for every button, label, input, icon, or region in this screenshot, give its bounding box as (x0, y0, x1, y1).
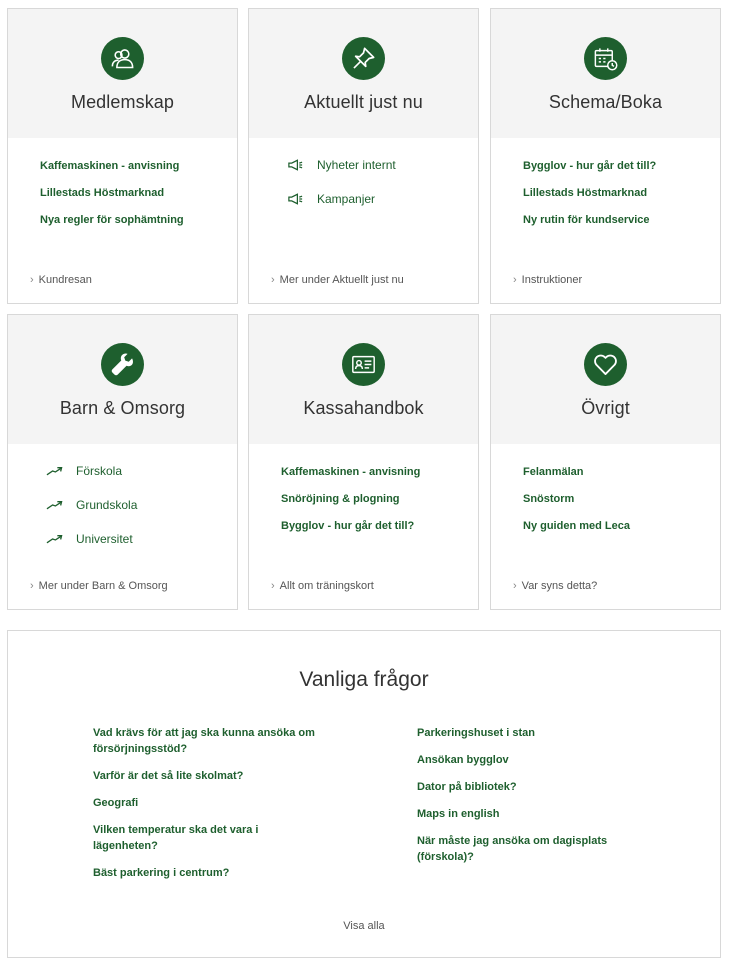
faq-link[interactable]: Geografi (93, 797, 139, 809)
card-link-label: Nyheter internt (317, 158, 396, 172)
chevron-right-icon: › (271, 580, 275, 592)
card-footer-label: Mer under Aktuellt just nu (279, 274, 404, 286)
card-link-label: Förskola (76, 464, 123, 478)
faq-panel (7, 630, 721, 958)
megaphone-icon (287, 192, 307, 206)
card-link[interactable]: Bygglov - hur går det till? (281, 520, 415, 532)
chevron-right-icon: › (513, 274, 517, 286)
calendar-clock-icon (584, 37, 627, 80)
trend-arrow-icon (46, 498, 66, 512)
chevron-right-icon: › (513, 580, 517, 592)
card-footer-label: Var syns detta? (521, 580, 598, 592)
trend-arrow-icon (46, 464, 66, 478)
faq-link[interactable]: Parkeringshuset i stan (417, 727, 535, 739)
card-header (8, 315, 237, 444)
megaphone-icon (287, 158, 307, 172)
card-link[interactable]: Lillestads Höstmarknad (523, 187, 648, 199)
card-title: Barn & Omsorg (59, 398, 186, 418)
card-link-label: Kampanjer (317, 192, 376, 206)
faq-title: Vanliga frågor (299, 668, 429, 691)
card-schema (490, 8, 721, 304)
card-link[interactable]: Kaffemaskinen - anvisning (281, 466, 421, 478)
card-link-list (8, 138, 237, 252)
faq-list-right (417, 725, 647, 876)
card-link[interactable] (46, 498, 237, 532)
card-link[interactable]: Ny rutin för kundservice (523, 214, 650, 226)
faq-list-left (93, 725, 323, 892)
faq-link[interactable]: Maps in english (417, 808, 500, 820)
card-header (249, 9, 478, 138)
faq-link[interactable]: Varför är det så lite skolmat? (93, 770, 244, 782)
trend-arrow-icon (46, 532, 66, 546)
members-icon (101, 37, 144, 80)
card-title: Övrigt (581, 398, 630, 418)
chevron-right-icon: › (30, 274, 34, 286)
card-link[interactable]: Ny guiden med Leca (523, 520, 630, 532)
card-title: Kassahandbok (303, 398, 424, 418)
faq-link[interactable]: Vilken temperatur ska det vara i lägenheten? (93, 824, 259, 852)
card-link[interactable]: Felanmälan (523, 466, 584, 478)
card-link[interactable]: Snöröjning & plogning (281, 493, 400, 505)
card-footer-label: Kundresan (38, 274, 92, 286)
card-footer-label: Allt om träningskort (279, 580, 374, 592)
card-link[interactable] (287, 192, 478, 226)
card-footer-link[interactable] (30, 580, 168, 592)
card-link-label: Universitet (76, 532, 133, 546)
card-footer-link[interactable] (30, 274, 92, 286)
card-header (491, 9, 720, 138)
card-link[interactable]: Bygglov - hur går det till? (523, 160, 657, 172)
card-footer-link[interactable] (271, 580, 374, 592)
card-link[interactable]: Snöstorm (523, 493, 575, 505)
wrench-icon (101, 343, 144, 386)
card-footer-link[interactable] (513, 580, 597, 592)
chevron-right-icon: › (30, 580, 34, 592)
card-link[interactable] (287, 158, 478, 192)
chevron-right-icon: › (271, 274, 275, 286)
faq-link[interactable]: Dator på bibliotek? (417, 781, 517, 793)
card-link-list (491, 444, 720, 558)
faq-show-all-link[interactable]: Visa alla (343, 920, 385, 932)
card-link-list (491, 138, 720, 252)
card-medlemskap (7, 8, 238, 304)
card-link[interactable] (46, 464, 237, 498)
faq-link[interactable]: När måste jag ansöka om dagisplats (förskola)? (417, 835, 608, 863)
card-link-list (249, 444, 478, 558)
pin-icon (342, 37, 385, 80)
faq-link[interactable]: Ansökan bygglov (417, 754, 509, 766)
card-footer-label: Mer under Barn & Omsorg (38, 580, 168, 592)
card-header (8, 9, 237, 138)
id-card-icon (342, 343, 385, 386)
card-title: Aktuellt just nu (304, 92, 423, 112)
card-kassahandbok (248, 314, 479, 610)
faq-link[interactable]: Vad krävs för att jag ska kunna ansöka om försörjningsstöd? (93, 727, 315, 755)
card-header (249, 315, 478, 444)
heart-icon (584, 343, 627, 386)
card-aktuellt (248, 8, 479, 304)
card-title: Schema/Boka (548, 92, 663, 112)
card-link[interactable]: Nya regler för sophämtning (40, 214, 184, 226)
card-barn-omsorg (7, 314, 238, 610)
card-title: Medlemskap (70, 92, 175, 112)
card-footer-link[interactable] (513, 274, 582, 286)
card-link[interactable] (46, 532, 237, 566)
card-footer-link[interactable] (271, 274, 404, 286)
card-footer-label: Instruktioner (521, 274, 583, 286)
card-link[interactable]: Kaffemaskinen - anvisning (40, 160, 180, 172)
card-link-list (249, 138, 478, 252)
faq-link[interactable]: Bäst parkering i centrum? (93, 867, 230, 879)
card-ovrigt (490, 314, 721, 610)
card-header (491, 315, 720, 444)
card-link[interactable]: Lillestads Höstmarknad (40, 187, 165, 199)
card-link-list (8, 444, 237, 558)
card-link-label: Grundskola (76, 498, 138, 512)
